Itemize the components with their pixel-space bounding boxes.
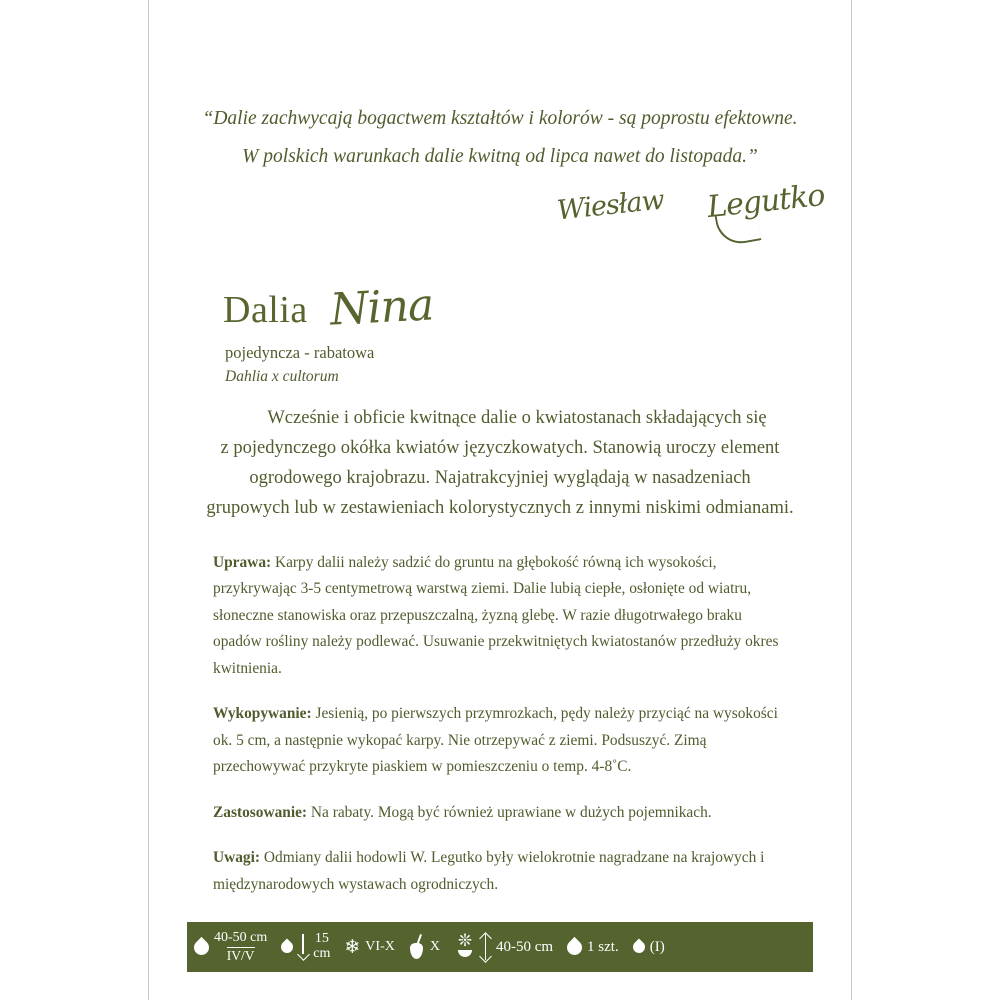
bulb-icon bbox=[564, 936, 585, 957]
signature-block bbox=[187, 177, 827, 254]
section-label: Uwagi: bbox=[213, 849, 261, 867]
frame-line-right bbox=[851, 0, 852, 1000]
intro-paragraph bbox=[187, 404, 813, 524]
water-drop-icon bbox=[191, 936, 212, 957]
planting-values bbox=[430, 940, 440, 955]
package-value: (I) bbox=[649, 938, 665, 955]
intro-line-4: grupowych lub w zestawieniach kolorystycznych z innymi niskimi odmianami. bbox=[206, 497, 794, 518]
section-wykopywanie bbox=[213, 701, 787, 780]
intro-line-1: Wcześnie i obficie kwitnące dalie o kwiatostanach składających się bbox=[267, 408, 767, 429]
icon-info-bar bbox=[187, 922, 813, 972]
water-drop-small-icon bbox=[279, 939, 296, 956]
section-uwagi bbox=[213, 845, 787, 898]
bloom-months: VI-X bbox=[365, 938, 395, 954]
arrow-up-down-icon bbox=[481, 932, 491, 962]
quote-line-1: “Dalie zachwycają bogactwem kształtów i kolorów - są poprostu efektowne. bbox=[202, 108, 798, 129]
intro-line-3: ogrodowego krajobrazu. Najatrakcyjniej wyglądają w nasadzeniach bbox=[249, 467, 751, 488]
signature-last-name: Legutko bbox=[705, 177, 827, 226]
quantity-value: 1 szt. bbox=[587, 938, 619, 955]
planting-months: X bbox=[429, 938, 440, 954]
signature-first-name: Wiesław bbox=[555, 184, 666, 227]
spacing-value: 40-50 cm bbox=[214, 930, 268, 946]
quantity-info bbox=[560, 922, 626, 972]
bloom-glyph-icon: ❊ bbox=[457, 931, 473, 950]
spacing-months: IV/V bbox=[226, 947, 255, 963]
depth-unit: cm bbox=[313, 946, 331, 961]
bloom-values bbox=[365, 940, 395, 955]
pot-icon bbox=[458, 950, 472, 957]
spacing-info bbox=[187, 922, 274, 972]
depth-value: 15 bbox=[314, 931, 329, 947]
quote-block bbox=[187, 100, 813, 176]
intro-line-2: z pojedynczego okółka kwiatów języczkowatych. Stanowią uroczy element bbox=[220, 438, 780, 458]
section-zastosowanie bbox=[213, 800, 787, 826]
package-icon bbox=[630, 939, 647, 956]
bloom-info bbox=[337, 922, 401, 972]
instruction-sections bbox=[187, 550, 813, 898]
section-text: Odmiany dalii hodowli W. Legutko były wielokrotnie nagradzane na krajowych i międzynarodowych wystawach ogrodniczych. bbox=[213, 849, 765, 893]
section-text: Na rabaty. Mogą być również uprawiane w dużych pojemnikach. bbox=[307, 803, 712, 821]
section-text: Karpy dalii należy sadzić do gruntu na głębokość równą ich wysokości, przykrywając 3-5 centymetrową warstwą ziemi. Dalie lubią ciepłe, osłonięte od wiatru, słoneczne stanowiska oraz przepuszczalną, żyzną glebę. W razie długotrwałego braku opadów rośliny należy podlewać. Usuwanie przekwitniętych kwiatostanów przedłuży okres kwitnienia. bbox=[213, 553, 779, 677]
trowel-icon bbox=[409, 934, 425, 960]
height-info bbox=[447, 922, 560, 972]
section-uprawa bbox=[213, 550, 787, 682]
signature-flourish-icon bbox=[715, 209, 762, 248]
quote-line-2: W polskich warunkach dalie kwitną od lipca nawet do listopada.” bbox=[242, 146, 758, 168]
label-content bbox=[149, 0, 851, 1000]
section-text: Jesienią, po pierwszych przymrozkach, pędy należy przyciąć na wysokości ok. 5 cm, a następnie wykopać karpy. Nie otrzepywać z ziemi. Podsuszyć. Zimą przechowywać przykryte piaskiem w pomieszczeniu o temp. 4-8˚C. bbox=[213, 705, 778, 776]
latin-name: Dahlia x cultorum bbox=[225, 368, 339, 386]
section-label: Uprawa: bbox=[213, 553, 272, 571]
arrow-down-icon bbox=[298, 934, 308, 960]
planting-info bbox=[402, 922, 447, 972]
title-row bbox=[187, 279, 813, 336]
depth-info bbox=[274, 922, 337, 972]
flower-icon: ❄ bbox=[344, 936, 361, 958]
spacing-values bbox=[214, 931, 267, 963]
section-label: Wykopywanie: bbox=[213, 705, 312, 723]
cultivar-name: Nina bbox=[328, 279, 435, 336]
variety-subtitle: pojedyncza - rabatowa bbox=[225, 343, 375, 363]
depth-values bbox=[313, 932, 330, 961]
package-info bbox=[626, 922, 672, 972]
section-label: Zastosowanie: bbox=[213, 803, 308, 821]
plant-flower-icon bbox=[454, 932, 476, 962]
height-value: 40-50 cm bbox=[495, 938, 554, 955]
page-title: Dalia bbox=[223, 289, 308, 332]
